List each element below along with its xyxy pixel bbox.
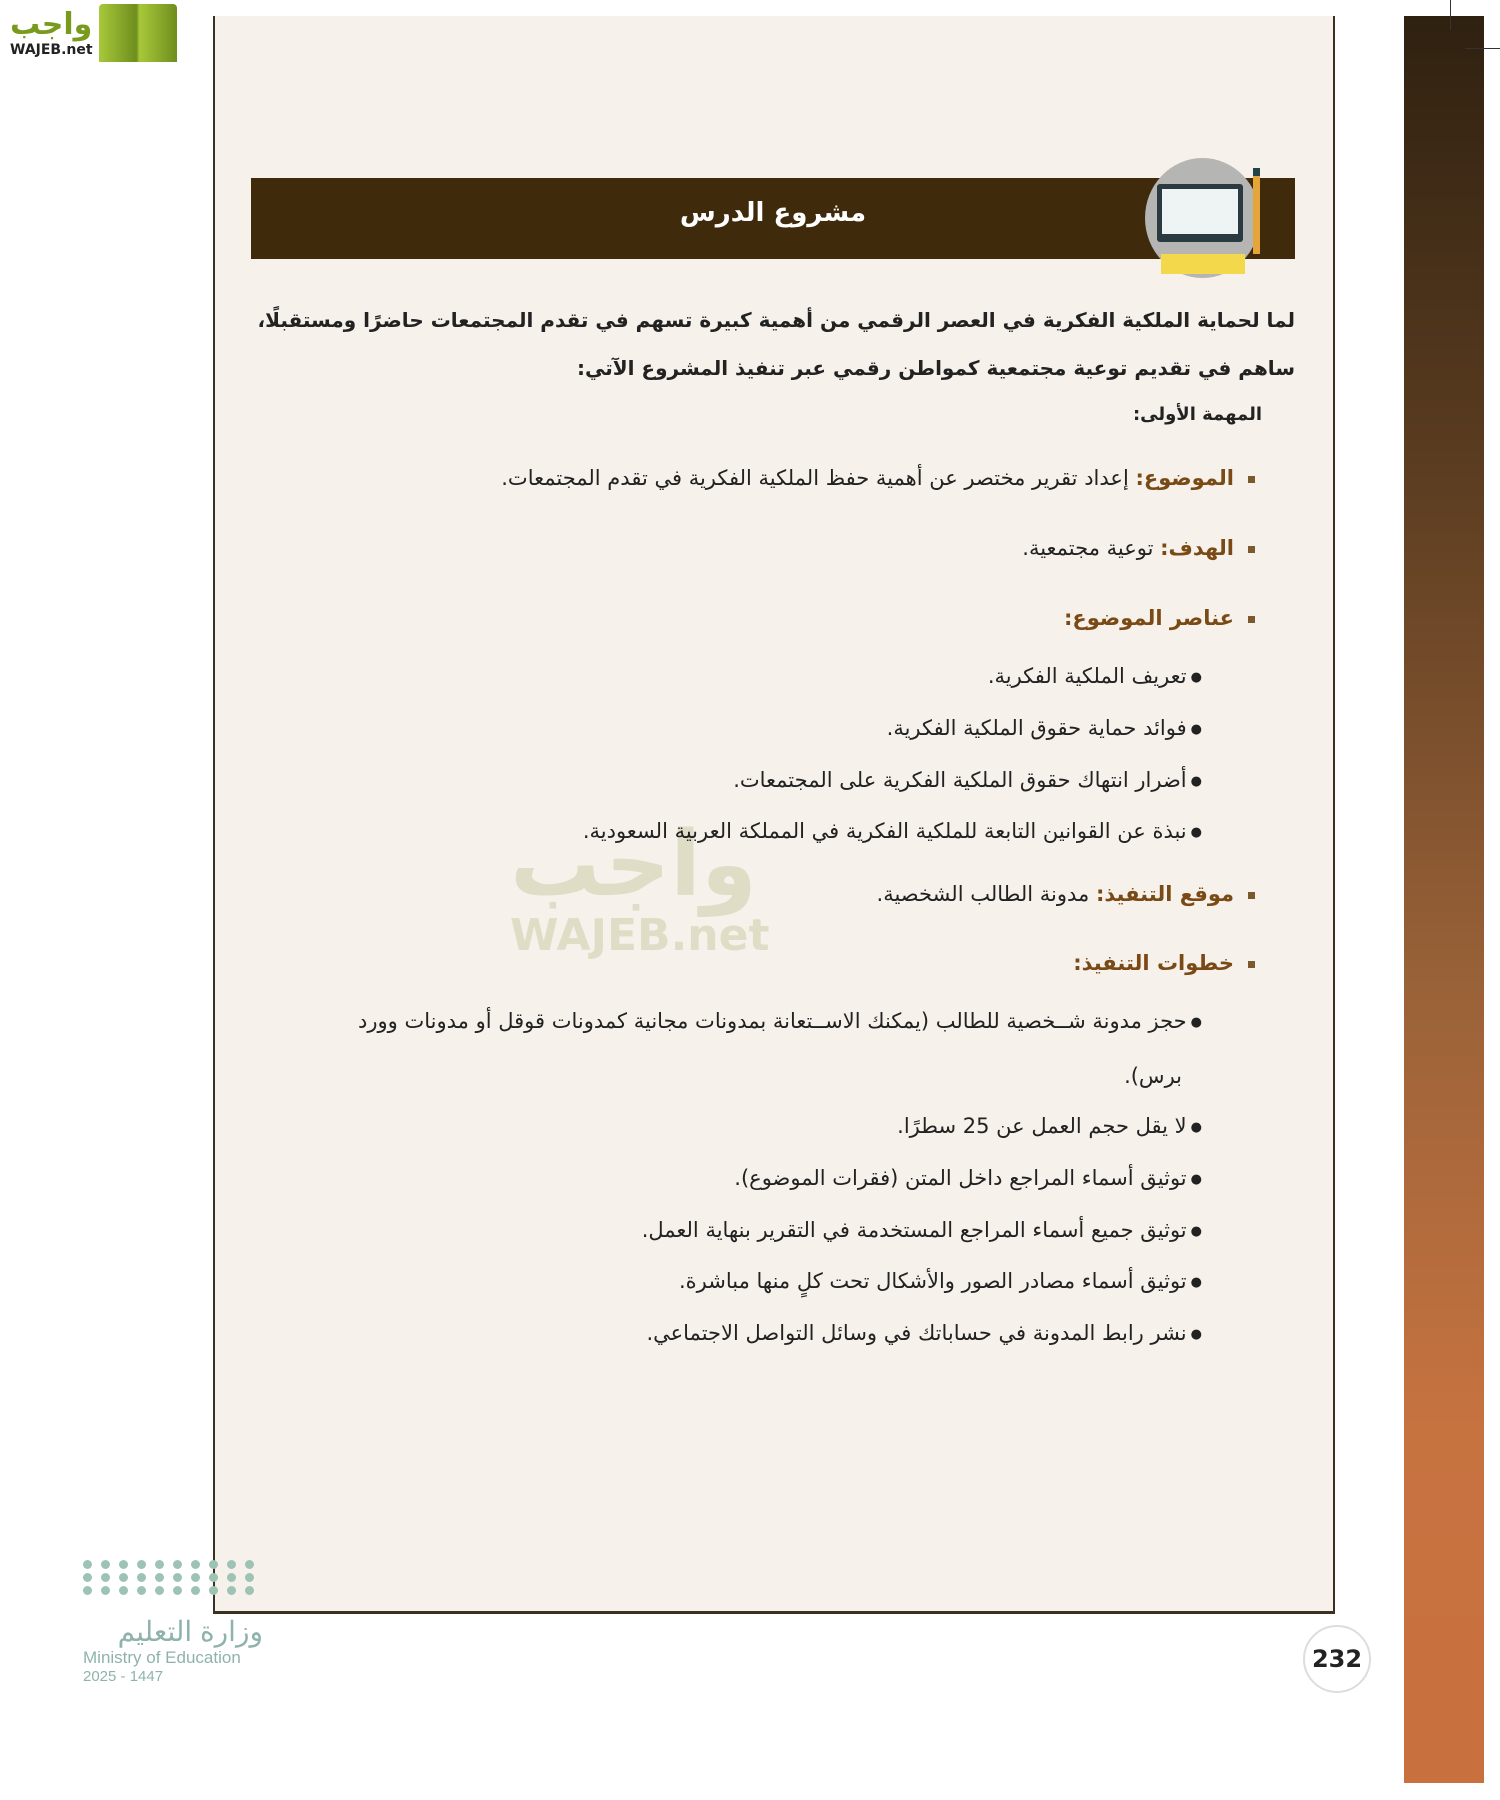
section-header xyxy=(251,178,1295,259)
logo-arabic: واجب xyxy=(10,7,93,42)
steps-item: خطوات التنفيذ: xyxy=(1073,951,1255,975)
logo-latin: WAJEB.net xyxy=(10,42,93,58)
step-bullet: ● نشر رابط المدونة في حساباتك في وسائل التواصل الاجتماعي. xyxy=(646,1321,1202,1345)
step-bullet: ● توثيق أسماء مصادر الصور والأشكال تحت كلٍ منها مباشرة. xyxy=(679,1269,1202,1293)
task-heading: المهمة الأولى: xyxy=(1132,404,1262,425)
element-bullet: ● أضرار انتهاك حقوق الملكية الفكرية على المجتمعات. xyxy=(733,768,1202,792)
wajeb-logo xyxy=(10,4,177,62)
elements-item: عناصر الموضوع: xyxy=(1064,606,1255,630)
book-icon xyxy=(99,4,177,62)
side-color-strip xyxy=(1404,16,1484,1783)
section-title: مشروع الدرس xyxy=(679,198,867,228)
intro-line: ساهم في تقديم توعية مجتمعية كمواطن رقمي عبر تنفيذ المشروع الآتي: xyxy=(576,356,1295,380)
crop-mark xyxy=(1450,0,1451,30)
step-bullet: ● لا يقل حجم العمل عن 25 سطرًا. xyxy=(897,1114,1202,1138)
element-bullet: ● نبذة عن القوانين التابعة للملكية الفكرية في المملكة العربية السعودية. xyxy=(583,819,1202,843)
watermark: واجب WAJEB.net xyxy=(510,812,770,961)
ministry-logo: وزارة التعليم Ministry of Education 2025 - 1447 xyxy=(83,1560,263,1685)
intro-line: لما لحماية الملكية الفكرية في العصر الرقمي من أهمية كبيرة تسهم في تقدم المجتمعات حاضرًا ومستقبلًا، xyxy=(257,308,1295,332)
location-item: موقع التنفيذ: مدونة الطالب الشخصية. xyxy=(877,882,1255,906)
element-bullet: ● تعريف الملكية الفكرية. xyxy=(988,664,1202,688)
ministry-dots-icon xyxy=(83,1560,263,1595)
step-bullet: ● حجز مدونة شــخصية للطالب (يمكنك الاســتعانة بمدونات مجانية كمدونات قوقل أو مدونات وورد xyxy=(358,1009,1202,1033)
step-bullet: ● توثيق أسماء المراجع داخل المتن (فقرات الموضوع). xyxy=(734,1166,1202,1190)
page-number: 232 xyxy=(1303,1625,1371,1693)
computer-project-icon xyxy=(1145,158,1260,278)
step-bullet-continuation: برس). xyxy=(1124,1064,1182,1088)
element-bullet: ● فوائد حماية حقوق الملكية الفكرية. xyxy=(887,716,1202,740)
goal-item: الهدف: توعية مجتمعية. xyxy=(1022,536,1255,560)
step-bullet: ● توثيق جميع أسماء المراجع المستخدمة في التقرير بنهاية العمل. xyxy=(642,1218,1202,1242)
crop-mark xyxy=(1465,48,1500,49)
topic-item: الموضوع: إعداد تقرير مختصر عن أهمية حفظ الملكية الفكرية في تقدم المجتمعات. xyxy=(501,466,1255,490)
